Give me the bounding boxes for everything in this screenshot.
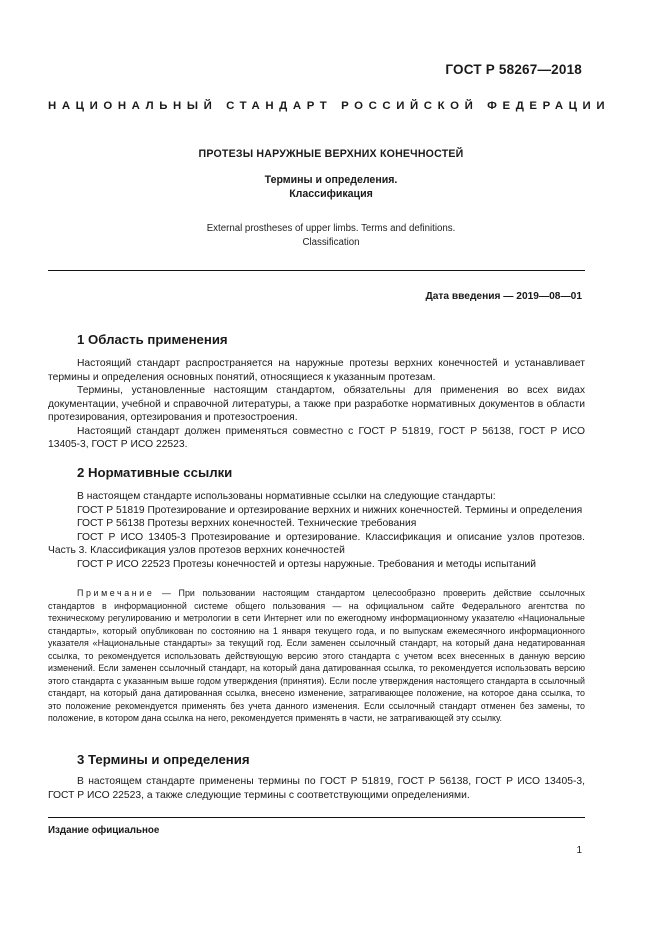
section-1-paragraph: Термины, установленные настоящим стандартом, обязательны для применения во всех видах документации, учебной и справочной литературы, а также при разработке нормативных документов в области протезирования, ортезирования и протезостроения. bbox=[48, 385, 585, 423]
effective-date: Дата введения — 2019—08—01 bbox=[425, 291, 582, 302]
normative-reference: ГОСТ Р 56138 Протезы верхних конечностей. Технические требования bbox=[77, 518, 417, 529]
edition-label: Издание официальное bbox=[48, 825, 160, 836]
note-paragraph bbox=[48, 587, 585, 725]
section-3-heading: 3 Термины и определения bbox=[77, 752, 250, 767]
section-1-body bbox=[48, 357, 585, 452]
section-1-heading: 1 Область применения bbox=[77, 332, 228, 347]
note-text: — При пользовании настоящим стандартом целесообразно проверить действие ссылочных стандартов в информационной системе общего пользования — на официальном сайте Федерального агентства по техническому регулированию и метрологии в сети Интернет или по ежегодному информационному указателю «Национальные стандарты», который опубликован по состоянию на 1 января текущего года, и по выпускам ежемесячного информационного указателя «Национальные стандарты» за текущий год. Если заменен ссылочный стандарт, на который дана недатированная ссылка, то рекомендуется использовать действующую версию этого стандарта с учетом всех внесенных в данную версию изменений. Если заменен ссылочный стандарт, на который дана датированная ссылка, то рекомендуется использовать версию этого стандарта с указанным выше годом утверждения (принятия). Если после утверждения настоящего стандарта в ссылочный стандарт, на который дана датированная ссылка, внесено изменение, затрагивающее положение, на которое дана ссылка, то это положение рекомендуется применять без учета данного изменения. Если ссылочный стандарт отменен без замены, то положение, в котором дана ссылка на него, рекомендуется применять в части, не затрагивающей эту ссылку. bbox=[48, 588, 585, 723]
english-title-line-1: External prostheses of upper limbs. Terms and definitions. bbox=[206, 223, 456, 234]
section-2-note bbox=[48, 587, 585, 725]
note-label: Примечание bbox=[77, 588, 155, 598]
section-2-heading: 2 Нормативные ссылки bbox=[77, 465, 233, 480]
document-subtitle bbox=[48, 173, 614, 201]
title-block bbox=[48, 148, 614, 250]
national-standard-title: НАЦИОНАЛЬНЫЙ СТАНДАРТ РОССИЙСКОЙ ФЕДЕРАЦИИ bbox=[48, 100, 611, 112]
english-title bbox=[48, 222, 614, 250]
subtitle-line-2: Классификация bbox=[289, 188, 373, 200]
subtitle-line-1: Термины и определения. bbox=[264, 174, 398, 186]
document-title: ПРОТЕЗЫ НАРУЖНЫЕ ВЕРХНИХ КОНЕЧНОСТЕЙ bbox=[198, 148, 464, 160]
normative-reference: ГОСТ Р ИСО 13405-3 Протезирование и ортезирование. Классификация и описание узлов протезов. Часть 3. Классификация узлов протезов верхних конечностей bbox=[48, 531, 585, 556]
normative-reference: ГОСТ Р 51819 Протезирование и ортезирование верхних и нижних конечностей. Термины и определения bbox=[77, 504, 583, 516]
section-2-paragraph: В настоящем стандарте использованы нормативные ссылки на следующие стандарты: bbox=[77, 491, 496, 502]
gost-number: ГОСТ Р 58267—2018 bbox=[445, 62, 582, 77]
english-title-line-2: Classification bbox=[302, 237, 360, 248]
section-1-paragraph: Настоящий стандарт распространяется на наружные протезы верхних конечностей и устанавливает термины и определения основных понятий, относящиеся к указанным протезам. bbox=[48, 358, 585, 383]
section-3-body bbox=[48, 775, 585, 802]
page-number: 1 bbox=[576, 845, 582, 856]
footer-divider bbox=[48, 817, 585, 818]
section-3-paragraph: В настоящем стандарте применены термины по ГОСТ Р 51819, ГОСТ Р 56138, ГОСТ Р ИСО 13405-3, ГОСТ Р ИСО 22523, а также следующие термины с соответствующими определениями. bbox=[48, 776, 585, 801]
normative-reference: ГОСТ Р ИСО 22523 Протезы конечностей и ортезы наружные. Требования и методы испытаний bbox=[77, 558, 537, 570]
section-2-body bbox=[48, 490, 585, 571]
section-1-paragraph: Настоящий стандарт должен применяться совместно с ГОСТ Р 51819, ГОСТ Р 56138, ГОСТ Р ИСО 13405-3, ГОСТ Р ИСО 22523. bbox=[48, 425, 585, 450]
header-divider bbox=[48, 270, 585, 271]
